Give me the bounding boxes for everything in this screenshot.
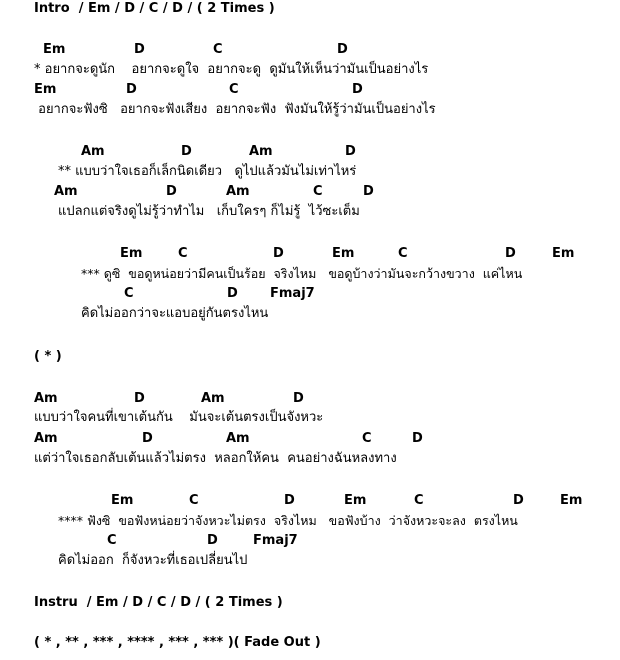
lyric-line: *** ดูซิ ขอดูหน่อยว่ามีคนเป็นร้อย จริงไหม ขอดูบ้างว่ามันจะกว้างขวาง แค่ไหน [81, 266, 523, 281]
chord: C [362, 431, 372, 446]
lyric-line: แปลกแต่จริงดูไม่รู้ว่าทำไม เก็บใครๆ ก็ไม่รู้ ไว้ซะเต็ม [58, 204, 360, 219]
chord: D [227, 286, 238, 301]
chord: Em [332, 246, 355, 261]
chord: Em [120, 246, 143, 261]
chord: D [337, 42, 348, 57]
chord: Fmaj7 [253, 533, 298, 548]
chord: D [513, 493, 524, 508]
lyric-line: แบบว่าใจคนที่เขาเต้นกัน มันจะเต้นตรงเป็นจังหวะ [34, 410, 324, 425]
chord: D [345, 144, 356, 159]
lyric-line: ** แบบว่าใจเธอก็เล็กนิดเดียว ดูไปแล้วมันไม่เท่าไหร่ [58, 164, 357, 179]
chord: Am [226, 184, 250, 199]
chord: Am [249, 144, 273, 159]
chord: D [284, 493, 295, 508]
chord: Em [344, 493, 367, 508]
chord: Em [552, 246, 575, 261]
chord: Em [560, 493, 583, 508]
lyric-line: **** ฟังซิ ขอฟังหน่อยว่าจังหวะไม่ตรง จริงไหม ขอฟังบ้าง ว่าจังหวะจะลง ตรงไหน [58, 513, 518, 528]
chord: D [352, 82, 363, 97]
intro-line: Intro / Em / D / C / D / ( 2 Times ) [34, 1, 275, 16]
lyric-line: แต่ว่าใจเธอกลับเต้นแล้วไม่ตรง หลอกให้คน คนอย่างฉันหลงทาง [34, 451, 397, 466]
instru-line: Instru / Em / D / C / D / ( 2 Times ) [34, 595, 283, 610]
chord: C [398, 246, 408, 261]
chord: D [142, 431, 153, 446]
chord: D [126, 82, 137, 97]
chord: D [293, 391, 304, 406]
lyric-line: อยากจะฟังซิ อยากจะฟังเสียง อยากจะฟัง ฟังมันให้รู้ว่ามันเป็นอย่างไร [34, 102, 436, 117]
chord: D [273, 246, 284, 261]
chord: C [178, 246, 188, 261]
outro-line: ( * , ** , *** , **** , *** , *** )( Fade Out ) [34, 635, 321, 650]
chord: C [313, 184, 323, 199]
chord: D [207, 533, 218, 548]
chord: D [505, 246, 516, 261]
chord: D [134, 42, 145, 57]
chord: C [124, 286, 134, 301]
chord: D [134, 391, 145, 406]
chord: Fmaj7 [270, 286, 315, 301]
chord: D [166, 184, 177, 199]
chord: Em [43, 42, 66, 57]
chord: D [363, 184, 374, 199]
chord: Am [226, 431, 250, 446]
chord: Am [81, 144, 105, 159]
chord: Am [201, 391, 225, 406]
chord: D [412, 431, 423, 446]
chord: C [229, 82, 239, 97]
lyric-line: * อยากจะดูนัก อยากจะดูใจ อยากจะดู ดูมันให้เห็นว่ามันเป็นอย่างไร [34, 62, 429, 77]
chord: C [414, 493, 424, 508]
chord: C [189, 493, 199, 508]
chord: Em [34, 82, 57, 97]
chord: C [107, 533, 117, 548]
lyric-line: คิดไม่ออกว่าจะแอบอยู่กันตรงไหน [81, 306, 269, 321]
repeat-marker: ( * ) [34, 349, 62, 364]
chord: Em [111, 493, 134, 508]
chord: Am [34, 391, 58, 406]
chord: Am [54, 184, 78, 199]
chord: C [213, 42, 223, 57]
lyric-line: คิดไม่ออก ก็จังหวะที่เธอเปลี่ยนไป [58, 553, 248, 568]
chord: Am [34, 431, 58, 446]
chord: D [181, 144, 192, 159]
